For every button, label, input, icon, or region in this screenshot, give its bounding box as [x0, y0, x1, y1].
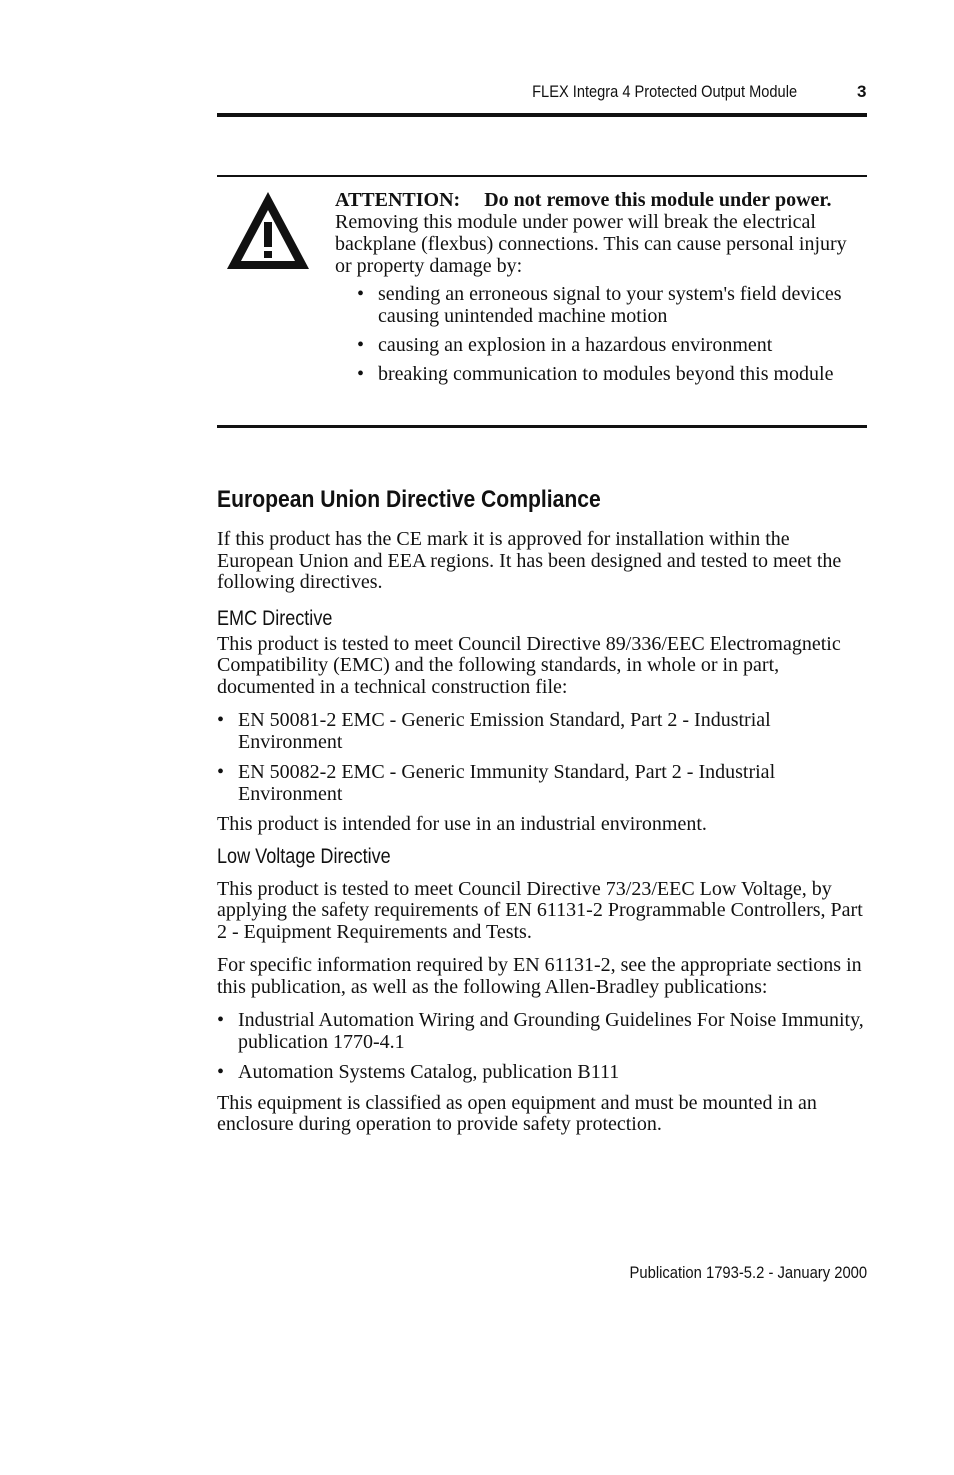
attention-lead-line1: Do not remove this module under — [484, 189, 770, 211]
attention-list — [335, 283, 855, 385]
list-item: • Industrial Automation Wiring and Grounding Guidelines For Noise Immunity, publication 1770-4.1 — [217, 1010, 867, 1053]
section-intro: If this product has the CE mark it is approved for installation within the European Union and EEA regions. It has been designed and tested to meet the following directives. — [217, 528, 842, 593]
section-heading: European Union Directive Compliance — [217, 486, 601, 513]
attention-top-rule — [217, 175, 867, 177]
attention-list-item: • breaking communication to modules beyond this module — [357, 363, 855, 385]
emc-heading: EMC Directive — [217, 606, 333, 630]
attention-lead-line2: power. — [774, 189, 832, 211]
attention-bottom-rule — [217, 425, 867, 428]
list-item: • EN 50081-2 EMC - Generic Emission Standard, Part 2 - Industrial Environment — [217, 710, 867, 753]
attention-label: ATTENTION: — [335, 189, 461, 211]
running-header-title: FLEX Integra 4 Protected Output Module — [532, 82, 797, 101]
list-item: • EN 50082-2 EMC - Generic Immunity Standard, Part 2 - Industrial Environment — [217, 762, 867, 805]
lvd-closing: This equipment is classified as open equipment and must be mounted in an enclosure during operation to provide safety protection. — [217, 1091, 817, 1135]
lvd-body-1: This product is tested to meet Council Directive 73/23/EEC Low Voltage, by applying the safety requirements of EN 61131-2 Programmable Controllers, Part 2 - Equipment Requirements and Tests. — [217, 877, 863, 943]
list-item: • Automation Systems Catalog, publication B111 — [217, 1062, 867, 1084]
page-number: 3 — [857, 82, 867, 101]
attention-message — [335, 189, 855, 392]
attention-list-item: • sending an erroneous signal to your system's field devices causing unintended machine motion — [357, 283, 855, 327]
lvd-heading: Low Voltage Directive — [217, 844, 391, 868]
main-content — [217, 484, 867, 1148]
attention-body: Removing this module under power will break the electrical backplane (flexbus) connections. This can cause personal injury or property damage by: — [335, 211, 847, 277]
lvd-publications-list — [217, 1010, 867, 1084]
emc-body: This product is tested to meet Council Directive 89/336/EEC Electromagnetic Compatibility (EMC) and the following standards, in whole or in part, documented in a technical construction file: — [217, 632, 841, 698]
lvd-body-2: For specific information required by EN 61131-2, see the appropriate sections in this publication, as well as the following Allen-Bradley publications: — [217, 954, 862, 998]
attention-list-item: • causing an explosion in a hazardous environment — [357, 334, 855, 356]
emc-closing: This product is intended for use in an industrial environment. — [217, 813, 707, 835]
header-rule — [217, 113, 867, 117]
publication-footer: Publication 1793-5.2 - January 2000 — [629, 1263, 867, 1282]
emc-standards-list — [217, 710, 867, 805]
warning-triangle-icon — [222, 184, 314, 276]
